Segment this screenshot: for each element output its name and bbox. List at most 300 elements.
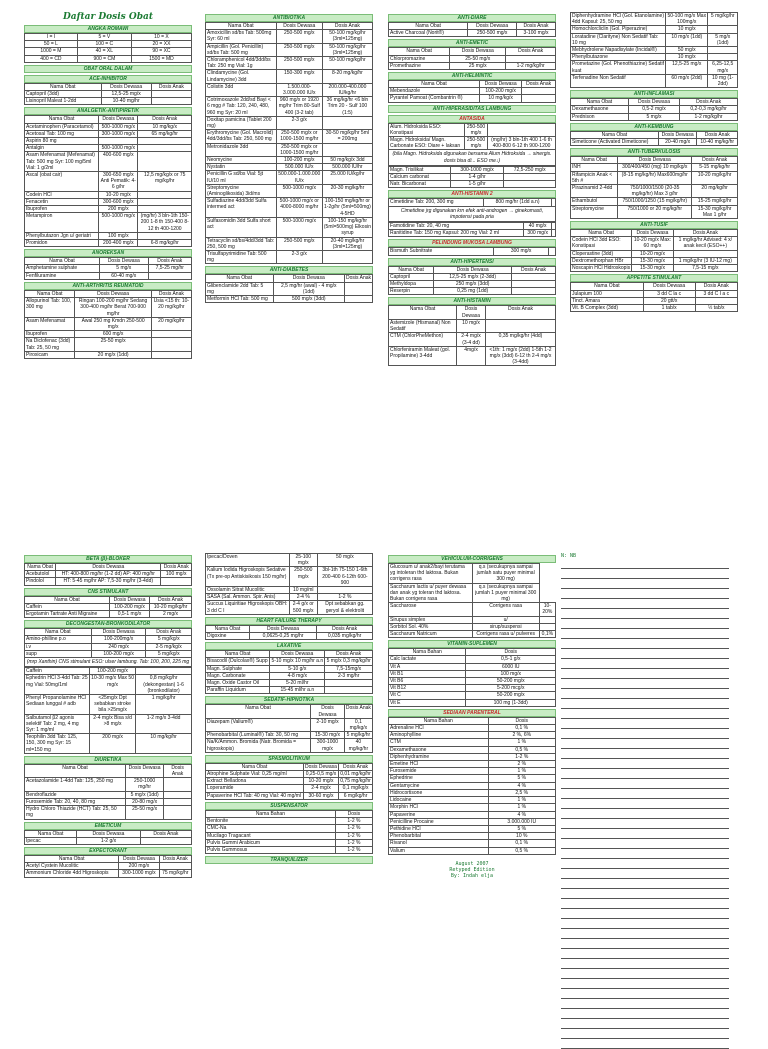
drug-name: Papaverine	[389, 811, 489, 818]
dose-value: 20 mg/x (1dd)	[75, 351, 151, 358]
table-row	[389, 199, 556, 206]
drug-name: Sulfasomidin 3dd Sulfa short act	[206, 217, 277, 237]
note-line	[561, 959, 729, 969]
section-heading: EXPECTORANT	[24, 847, 192, 855]
dose-value: 500-1000 mg/x	[99, 145, 138, 152]
dose-value: q.s (secukupnya sampai jumlah 1 puyer minimal 300 mg)	[472, 583, 539, 603]
dose-value: 20 gtt/x	[643, 297, 695, 304]
dose-value: 5 %	[488, 775, 556, 782]
table-row	[25, 650, 192, 657]
drug-name: Tetracyclin sd/bs/4dd/3dd Tab: 250, 500 mg	[206, 237, 277, 250]
dose-value: 40 mg/kg/hr	[344, 739, 372, 752]
drug-name: Na/K/Ammon. Bromida (Natr. Bromida = higroskopis)	[206, 739, 311, 752]
dose-value: 12,5-25 mg/x (2-3dd)	[434, 273, 512, 280]
dose-value: 10-20 mg/x	[303, 778, 338, 785]
drug-name: Rivanol	[389, 840, 489, 847]
dose-value	[708, 47, 738, 54]
drug-name: Neomycine	[206, 157, 277, 164]
dose-value: 0,35 mg/kg/hr (4dd)	[485, 333, 555, 346]
table-row	[25, 714, 192, 734]
column-header: Dosis Anak	[339, 763, 373, 770]
drug-name: Vit E	[389, 699, 466, 706]
dose-value	[488, 123, 556, 136]
dose-value: 25-100 mg/x	[289, 554, 317, 567]
dose-value: 100-200 mg/x	[110, 603, 150, 610]
drug-table	[388, 80, 556, 103]
column-header: Nama Obat	[206, 705, 311, 718]
table-row	[25, 331, 192, 338]
drug-name: Ergotamin Tartrate Anti Migraine	[25, 611, 110, 618]
dose-value: 20 mg/kg/hr	[151, 317, 191, 330]
drug-table	[388, 222, 556, 237]
table-row	[571, 290, 738, 297]
dose-value	[345, 295, 373, 302]
dose-value: 500-1000 mg/x or 4000-8000 mg/hr	[276, 198, 322, 218]
dose-value: 0,01 mg/kg/hr	[340, 771, 371, 778]
table-row	[571, 297, 738, 304]
dose-value: 25-50 mg/x	[450, 55, 506, 62]
dose-value: 10 mg/kg/x	[480, 95, 522, 102]
table-header-row	[571, 230, 738, 237]
table-row	[389, 797, 556, 804]
dose-value: 300-1000 mg/x	[450, 166, 504, 173]
dose-value: 50-200 mg/x	[466, 678, 556, 685]
drug-name: Ammonium Chloride 4dd Higroskopis	[25, 870, 119, 877]
dose-value	[151, 98, 191, 105]
note-line	[561, 639, 729, 649]
dose-value: 2-4 mg/x (3-4 dd)	[457, 333, 486, 346]
table-row	[571, 304, 738, 311]
drug-table	[205, 553, 373, 615]
drug-name: Sorbitol Sol. 40%	[389, 623, 473, 630]
dose-value: 20-30 mg/kg/hr	[322, 184, 372, 197]
column-header: Dosis Dewasa	[632, 230, 673, 237]
table-row	[389, 273, 556, 280]
table-cell: 900 = CM	[77, 55, 131, 62]
section-heading: ANGKA ROMAWI	[24, 25, 192, 33]
table-header-row	[389, 717, 556, 724]
section-heading: ANTI-HISTAMIN 2	[388, 190, 556, 198]
dose-value: 3-100 mg/x	[516, 30, 555, 37]
dose-value: 20-80 mg/x	[126, 798, 164, 805]
dose-value: Awal 250 mg Kmdn 250-500 mg/x	[75, 317, 151, 330]
dose-value: 100-150 mg/kg/hr or 1-2g/hr (5ml=500mg) 4-5HD	[324, 198, 371, 217]
drug-name: INH	[571, 164, 618, 171]
signature-line: August 2007	[455, 860, 489, 867]
dose-value	[552, 230, 556, 237]
drug-name: Vit. B Complex (3dd)	[571, 304, 644, 311]
table-row	[25, 138, 192, 145]
dose-value: 250-500 mg/x or 1000-1500 mg/hr	[276, 143, 322, 156]
drug-table	[205, 274, 373, 303]
dose-value	[512, 281, 556, 288]
dose-value: 6 mg/kg/hr	[339, 792, 373, 799]
drug-table	[24, 855, 192, 878]
dose-value	[140, 837, 191, 844]
drug-table	[205, 810, 373, 854]
column-header: Dosis Dewasa	[434, 266, 512, 273]
table-row	[25, 123, 192, 130]
table-row	[389, 833, 556, 840]
drug-name: Adrenaline HCl	[389, 725, 489, 732]
column-header: Dosis Dewasa	[270, 651, 325, 658]
table-header-row	[571, 131, 738, 138]
drug-name: Cloperastine (3dd)	[571, 250, 632, 257]
table-row	[206, 839, 373, 846]
table-row	[389, 663, 556, 670]
dose-value: 1-2 g/x	[77, 837, 141, 844]
dose-value: 10-20 mg/x	[632, 250, 673, 257]
dose-value: 200-400 mg/x	[99, 240, 138, 247]
table-cell: 20 = XX	[131, 41, 191, 48]
note-line	[561, 849, 729, 859]
table-row	[571, 47, 738, 54]
dose-value: 2-4 %	[289, 594, 317, 601]
column-header: Nama Obat	[25, 290, 75, 297]
table-row	[389, 685, 556, 692]
dose-value: Corrigens rasa u/ pulveres	[472, 631, 539, 638]
drug-name: Lidocaine	[389, 797, 489, 804]
table-header-row	[389, 48, 556, 55]
table-row	[206, 43, 373, 56]
table-row	[25, 152, 192, 172]
dose-value	[138, 206, 192, 213]
table-row	[25, 338, 192, 351]
section-heading: ANTI-ARTHRITIS REUMATOID	[24, 282, 192, 290]
dose-value: 15-45 ml/hr a.n	[270, 687, 325, 694]
dose-value: 250-500 mg/x	[464, 137, 487, 150]
drug-table	[388, 166, 556, 189]
column-header: Nama Obat	[389, 81, 480, 88]
table-row	[571, 250, 738, 257]
drug-name: Noscapin HCl Hidroskopis	[572, 265, 631, 272]
dose-value: 3.000.000 IU	[488, 818, 556, 825]
dose-value: 3 dd C I a c	[695, 290, 737, 297]
note-line	[561, 799, 729, 809]
drug-name: Erythromycine (Gol. Macrolid) 4dd/3dd/bs Tab: 250, 500 mg	[206, 130, 277, 143]
table-row	[25, 863, 192, 870]
dose-value: 5-10 g/x	[270, 665, 325, 672]
column-header: Nama Bahan	[389, 649, 466, 656]
drug-name: Streptomycine (Aminoglikosida) 3id/ms	[206, 184, 277, 197]
section-heading: ANTI-DIABETES	[205, 266, 373, 274]
dose-value: 12,5-25 mg/x	[101, 91, 151, 98]
column-header: Nama Obat	[571, 157, 618, 164]
dose-value: 1 mg/kg/hr Advised: 4 x/ anak kecil (ESO++)	[673, 237, 737, 250]
table-row	[206, 554, 373, 567]
column-header: Dosis	[335, 810, 372, 817]
drug-name: Asam Mefenamat	[25, 317, 75, 330]
table-row	[389, 137, 556, 150]
table-row	[389, 181, 556, 188]
dose-value: 10 mg/x	[666, 26, 708, 33]
drug-name: Saccharose	[389, 603, 473, 616]
dose-value	[138, 198, 192, 205]
drug-name: Magn. Sulphate	[206, 665, 270, 672]
drug-table	[570, 282, 738, 312]
column-header: Nama Obat	[389, 23, 468, 30]
dose-value: 300-1000 mg/x	[119, 870, 159, 877]
column-header: Nama Bahan	[389, 717, 489, 724]
note-line	[561, 1019, 729, 1029]
note-line	[561, 839, 729, 849]
panel-col2	[205, 12, 373, 303]
table-header-row	[389, 649, 556, 656]
column-header: Nama Obat	[25, 830, 77, 837]
dose-value: 12,5-25 mg/x	[666, 61, 708, 74]
drug-name: Ranitidine Tab: 150 mg Kapsul: 200 mg Vial: 2 ml	[389, 230, 524, 237]
drug-name: Ibuprofen	[25, 331, 75, 338]
dose-value	[551, 199, 555, 206]
table-header-row	[571, 99, 738, 106]
drug-name: Aspirin 80 mg	[25, 138, 99, 145]
section-heading: LAXATIVE	[205, 642, 373, 650]
note-line	[561, 999, 729, 1009]
drug-name: Pirazinamid 2-4dd	[571, 185, 618, 198]
dose-value: 300-1000 mg/x	[99, 130, 138, 137]
table-row	[571, 33, 738, 46]
dose-value: 0,2-0,3 mg/kg/hr	[680, 106, 738, 113]
dose-value: 0,8 mg/kg/hr (dekongestan) 1-6 (bronkodilator)	[136, 675, 192, 695]
table-row	[389, 692, 556, 699]
drug-name: supp	[25, 650, 92, 657]
drug-name: Calc lactate	[389, 656, 466, 663]
note-line	[561, 699, 729, 709]
dose-value: 25-50 mg/x	[126, 806, 164, 819]
table-cell: 10 = X	[131, 34, 191, 41]
table-row	[25, 603, 192, 610]
dose-value: 100 mg/x	[99, 232, 138, 239]
dose-value: 500-1000 mg/x	[276, 217, 322, 237]
note-line	[561, 769, 729, 779]
table-row	[25, 240, 192, 247]
dose-value: 1 %	[488, 797, 556, 804]
note-line	[561, 679, 729, 689]
drug-name: Alum. Hidroksida ESO: Konstipasi	[389, 123, 465, 136]
drug-name: Calcium carbonat	[389, 174, 451, 181]
section-heading: TRANQUILIZER	[205, 856, 373, 864]
table-row	[206, 282, 373, 295]
column-header: Dosis Anak	[485, 306, 555, 319]
dose-value: 10-30 mg/x Max 50 mg/x	[89, 675, 135, 695]
dose-value: 10 %	[488, 833, 556, 840]
drug-name: Prometazine (Gol. Phenothiazine) Sedatif kuat	[572, 61, 664, 74]
drug-name: Lisinopril Maleat 1-2dd	[25, 98, 102, 105]
dose-value: <1th: 1 mg/x (2dd) 1-5th 1-2 mg/x (3dd) 6-12 th 2-4 mg/x (3-4dd)	[485, 346, 555, 366]
dose-value: 30-60 mg/x	[303, 792, 338, 799]
dose-value	[345, 282, 373, 295]
table-row	[206, 687, 373, 694]
dose-value	[512, 273, 556, 280]
dose-value: 2-3 mg/hr	[325, 672, 373, 679]
table-row	[389, 775, 556, 782]
table-row	[389, 739, 556, 746]
table-row	[25, 265, 192, 272]
drug-name: Hidrocortisone	[389, 789, 489, 796]
drug-name: Chlorfeniramin Maleat (gol. Propilamine) 3-4dd	[389, 346, 457, 366]
table-row	[206, 295, 373, 302]
dose-value: (mg/hr) 3 bln-1th 150-200 1-8 th 150-400 8-12 th 400-1200	[138, 213, 192, 233]
dose-value: 0,1 mg/kg/x	[344, 718, 372, 731]
table-row	[206, 792, 373, 799]
table-row	[206, 57, 373, 70]
note-line	[561, 739, 729, 749]
table-row	[206, 718, 373, 731]
dose-value: 72,5-250 mg/x	[504, 166, 556, 173]
table-header-row	[206, 651, 373, 658]
column-header: Nama Obat	[25, 83, 102, 90]
column-header: Dosis Anak	[692, 157, 738, 164]
dose-value: 65 mg/kg/hr	[138, 130, 192, 137]
table-row	[206, 665, 373, 672]
dose-value	[504, 174, 556, 181]
drug-name: Acetaminophen (Paracetamol)	[25, 123, 99, 130]
section-heading: ANALGETIK-ANTIPIRETIK	[24, 107, 192, 115]
column-header: Nama Obat	[206, 763, 304, 770]
table-row	[25, 778, 192, 791]
dose-value	[164, 791, 192, 798]
drug-name: Magn. Carbonate	[206, 672, 270, 679]
drug-name: CTM	[389, 739, 489, 746]
drug-table	[24, 667, 192, 754]
column-header: Dosis Anak	[516, 23, 555, 30]
drug-table	[388, 198, 556, 206]
table-row	[571, 139, 738, 146]
section-heading: ANTIBIOTIKA	[205, 14, 373, 22]
drug-name: Teophilin 3dd Tab: 125, 150, 300 mg Syr: 15 ml=150 mg	[25, 734, 90, 754]
column-header: Dosis Dewasa	[126, 764, 164, 777]
table-row	[25, 675, 192, 695]
dose-value: 7,5-25 mg/hr	[148, 265, 191, 272]
dose-value: 15-30 mg/x	[632, 257, 673, 264]
table-row	[571, 106, 738, 113]
dose-value: 10-20 mg/kg/hr	[692, 171, 738, 184]
drug-name: Amino-philline p.o	[25, 636, 92, 643]
dose-value: 250 mg/x (3dd)	[434, 281, 512, 288]
table-row	[389, 319, 556, 332]
note-line	[561, 789, 729, 799]
dose-value: 100-200 mg/x	[276, 157, 322, 164]
drug-name: Chloramphenicol 4dd/3dd/bs Tab: 250 mg Vial: 1g	[206, 57, 277, 70]
dose-value: 750/1000 or 20 mg/kg/hr	[618, 205, 692, 218]
drug-table	[388, 648, 556, 707]
dose-value: 20-40 mg/kg/hr (3ml=125mg)	[322, 237, 372, 250]
dose-value: 4 %	[488, 782, 556, 789]
drug-name: Ephedrin HCl 3-4dd Tab: 25 mg Vial: 50mg/1ml	[25, 675, 90, 695]
drug-name: Asam Mefenamat (Mefenamat) Tab: 500 mg Syr: 100 mg/5ml Vial: 1 g/2ml	[25, 152, 99, 172]
dose-value: Ringan 100-200 mg/hr Sedang 300-400 mg/hr Berat 700-900 mg/hr	[75, 298, 151, 318]
column-header: Dosis Anak	[161, 564, 192, 571]
drug-name: Furosemide	[389, 768, 489, 775]
section-heading: ANTI-HIPERASIDITAS LAMBUNG	[388, 105, 556, 113]
table-row	[206, 633, 373, 640]
table-row	[389, 753, 556, 760]
drug-name: Dexamethasone	[571, 106, 629, 113]
dose-value: 150-300 mg/x	[276, 70, 322, 83]
dose-value: 4-8 mg/x	[270, 672, 325, 679]
dose-value: 1.500.000-3.000.000 IU/x	[276, 83, 322, 96]
dose-value: 50 mg/kg/x 3dd	[322, 157, 372, 164]
dose-value: 0,75 mg/kg/hr	[340, 778, 371, 785]
dose-value: 25 mg/x	[450, 62, 506, 69]
note-line	[561, 619, 729, 629]
table-row	[206, 739, 373, 752]
dose-value: 10-20%	[539, 603, 555, 616]
dose-value	[138, 138, 192, 145]
dose-value	[539, 616, 555, 623]
drug-name: Simeticone (Activated Dimeticone)	[571, 139, 659, 146]
dose-value: 5 %	[488, 825, 556, 832]
table-row	[389, 768, 556, 775]
section-heading: VEHICULUM-CORRIGENS	[388, 555, 556, 563]
table-row	[389, 62, 556, 69]
dose-value: <25mg/x Dpt sebabkan stroke bila >25mg/x	[89, 695, 135, 715]
dose-value: 10 mg/x (1dd)	[666, 33, 708, 46]
dose-value: 6000 IU	[466, 663, 556, 670]
drug-name: Vit A	[389, 663, 466, 670]
drug-name: Acetosal Tab: 100 mg	[25, 130, 99, 137]
table-row	[206, 601, 373, 614]
drug-table	[205, 22, 373, 264]
roman-table	[24, 33, 192, 63]
table-row	[206, 171, 373, 184]
table-header-row	[206, 763, 373, 770]
dose-value: 5 mg/x 0,3 mg/kg/hr	[326, 658, 371, 665]
table-row	[206, 164, 373, 171]
dose-value: 300 mg/x	[494, 248, 549, 255]
column-header: Nama Bahan	[206, 810, 336, 817]
table-row	[25, 130, 192, 137]
note-line	[561, 819, 729, 829]
note-line	[561, 859, 729, 869]
dose-value: 300 mg/x	[523, 230, 551, 237]
note-line	[561, 689, 729, 699]
drug-name: Oxsolamin Sitrat Mucolitic	[206, 587, 290, 594]
table-row	[389, 811, 556, 818]
dose-value: 0,25-0,5 mg/x	[303, 771, 338, 778]
drug-table	[388, 47, 556, 70]
dose-value	[695, 297, 737, 304]
drug-name: Sulfadiazine 4dd/3dd Sulfa intermed act	[206, 198, 277, 218]
dose-value: HT: 5-45 mg/hr AP: 7,5-30 mg/hr (3-4dd)	[56, 578, 161, 585]
column-header: Nama Obat	[25, 764, 126, 777]
note-line	[561, 869, 729, 879]
table-cell: 90 = XC	[131, 48, 191, 55]
column-header: Nama Obat	[571, 99, 629, 106]
dose-value: 50-200 mg/x	[466, 692, 556, 699]
column-header: Dosis	[488, 717, 556, 724]
dose-value	[138, 152, 192, 172]
dose-value: 250-500 mg/x	[276, 237, 322, 250]
table-row	[206, 237, 373, 250]
table-row	[206, 217, 373, 237]
table-header-row	[25, 83, 192, 90]
dose-value	[322, 116, 372, 129]
table-row	[571, 54, 738, 61]
drug-name: Phenylbutazone	[571, 54, 666, 61]
dose-value: 5 mg/x	[100, 265, 148, 272]
column-header: Dosis Dewasa	[99, 116, 138, 123]
drug-table	[24, 115, 192, 247]
column-header: Dosis Anak	[151, 290, 191, 297]
table-row	[25, 145, 192, 152]
dose-value: 500.000-1.000.000 IU/x	[276, 171, 322, 184]
table-header-row	[25, 290, 192, 297]
dose-value: 240 mg/x	[91, 643, 146, 650]
dose-value: 8-20 mg/kg/hr	[322, 70, 372, 83]
table-row	[25, 172, 192, 192]
dose-value: 1-2 mg/kg/hr	[506, 62, 556, 69]
